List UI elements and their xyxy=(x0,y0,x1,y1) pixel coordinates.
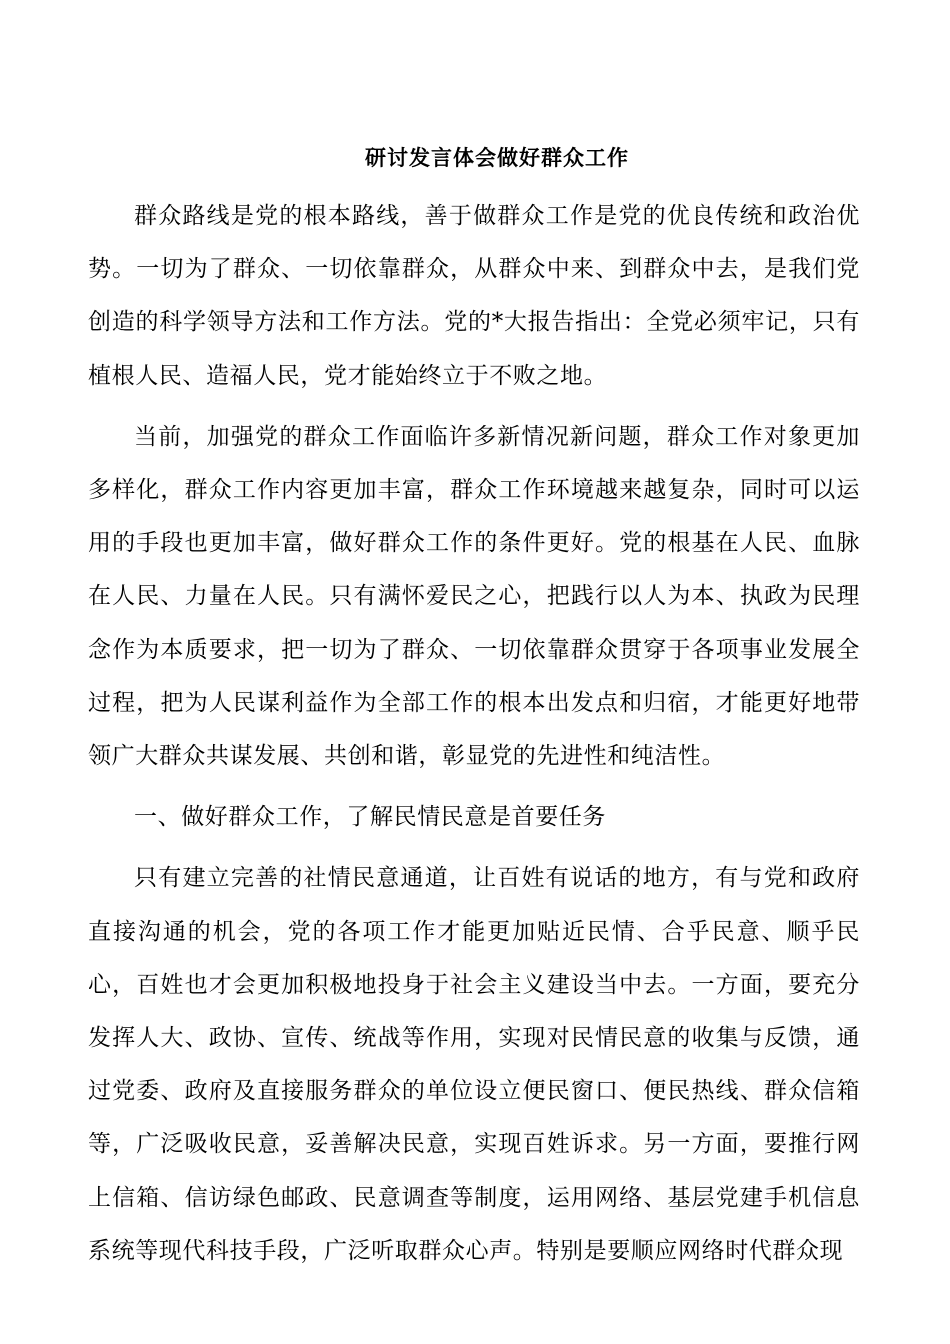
document-title: 研讨发言体会做好群众工作 xyxy=(365,145,629,170)
paragraph-intro: 群众路线是党的根本路线，善于做群众工作是党的优良传统和政治优势。一切为了群众、一切依靠群众，从群众中来、到群众中去，是我们党创造的科学领导方法和工作方法。党的*大报告指出：全党必须牢记，只有植根人民、造福人民，党才能始终立于不败之地。 xyxy=(88,203,860,389)
document-body xyxy=(88,190,860,1278)
section-heading-1: 一、做好群众工作，了解民情民意是首要任务 xyxy=(134,804,606,831)
paragraph-current-situation: 当前，加强党的群众工作面临许多新情况新问题，群众工作对象更加多样化，群众工作内容更加丰富，群众工作环境越来越复杂，同时可以运用的手段也更加丰富，做好群众工作的条件更好。党的根基在人民、血脉在人民、力量在人民。只有满怀爱民之心，把践行以人为本、执政为民理念作为本质要求，把一切为了群众、一切依靠群众贯穿于各项事业发展全过程，把为人民谋利益作为全部工作的根本出发点和归宿，才能更好地带领广大群众共谋发展、共创和谐，彰显党的先进性和纯洁性。 xyxy=(88,423,860,770)
paragraph-section-1: 只有建立完善的社情民意通道，让百姓有说话的地方，有与党和政府直接沟通的机会，党的各项工作才能更加贴近民情、合乎民意、顺乎民心，百姓也才会更加积极地投身于社会主义建设当中去。一方面，要充分发挥人大、政协、宣传、统战等作用，实现对民情民意的收集与反馈，通过党委、政府及直接服务群众的单位设立便民窗口、便民热线、群众信箱等，广泛吸收民意，妥善解决民意，实现百姓诉求。另一方面，要推行网上信箱、信访绿色邮政、民意调查等制度，运用网络、基层党建手机信息系统等现代科技手段，广泛听取群众心声。特别是要顺应网络时代群众现 xyxy=(88,865,860,1264)
